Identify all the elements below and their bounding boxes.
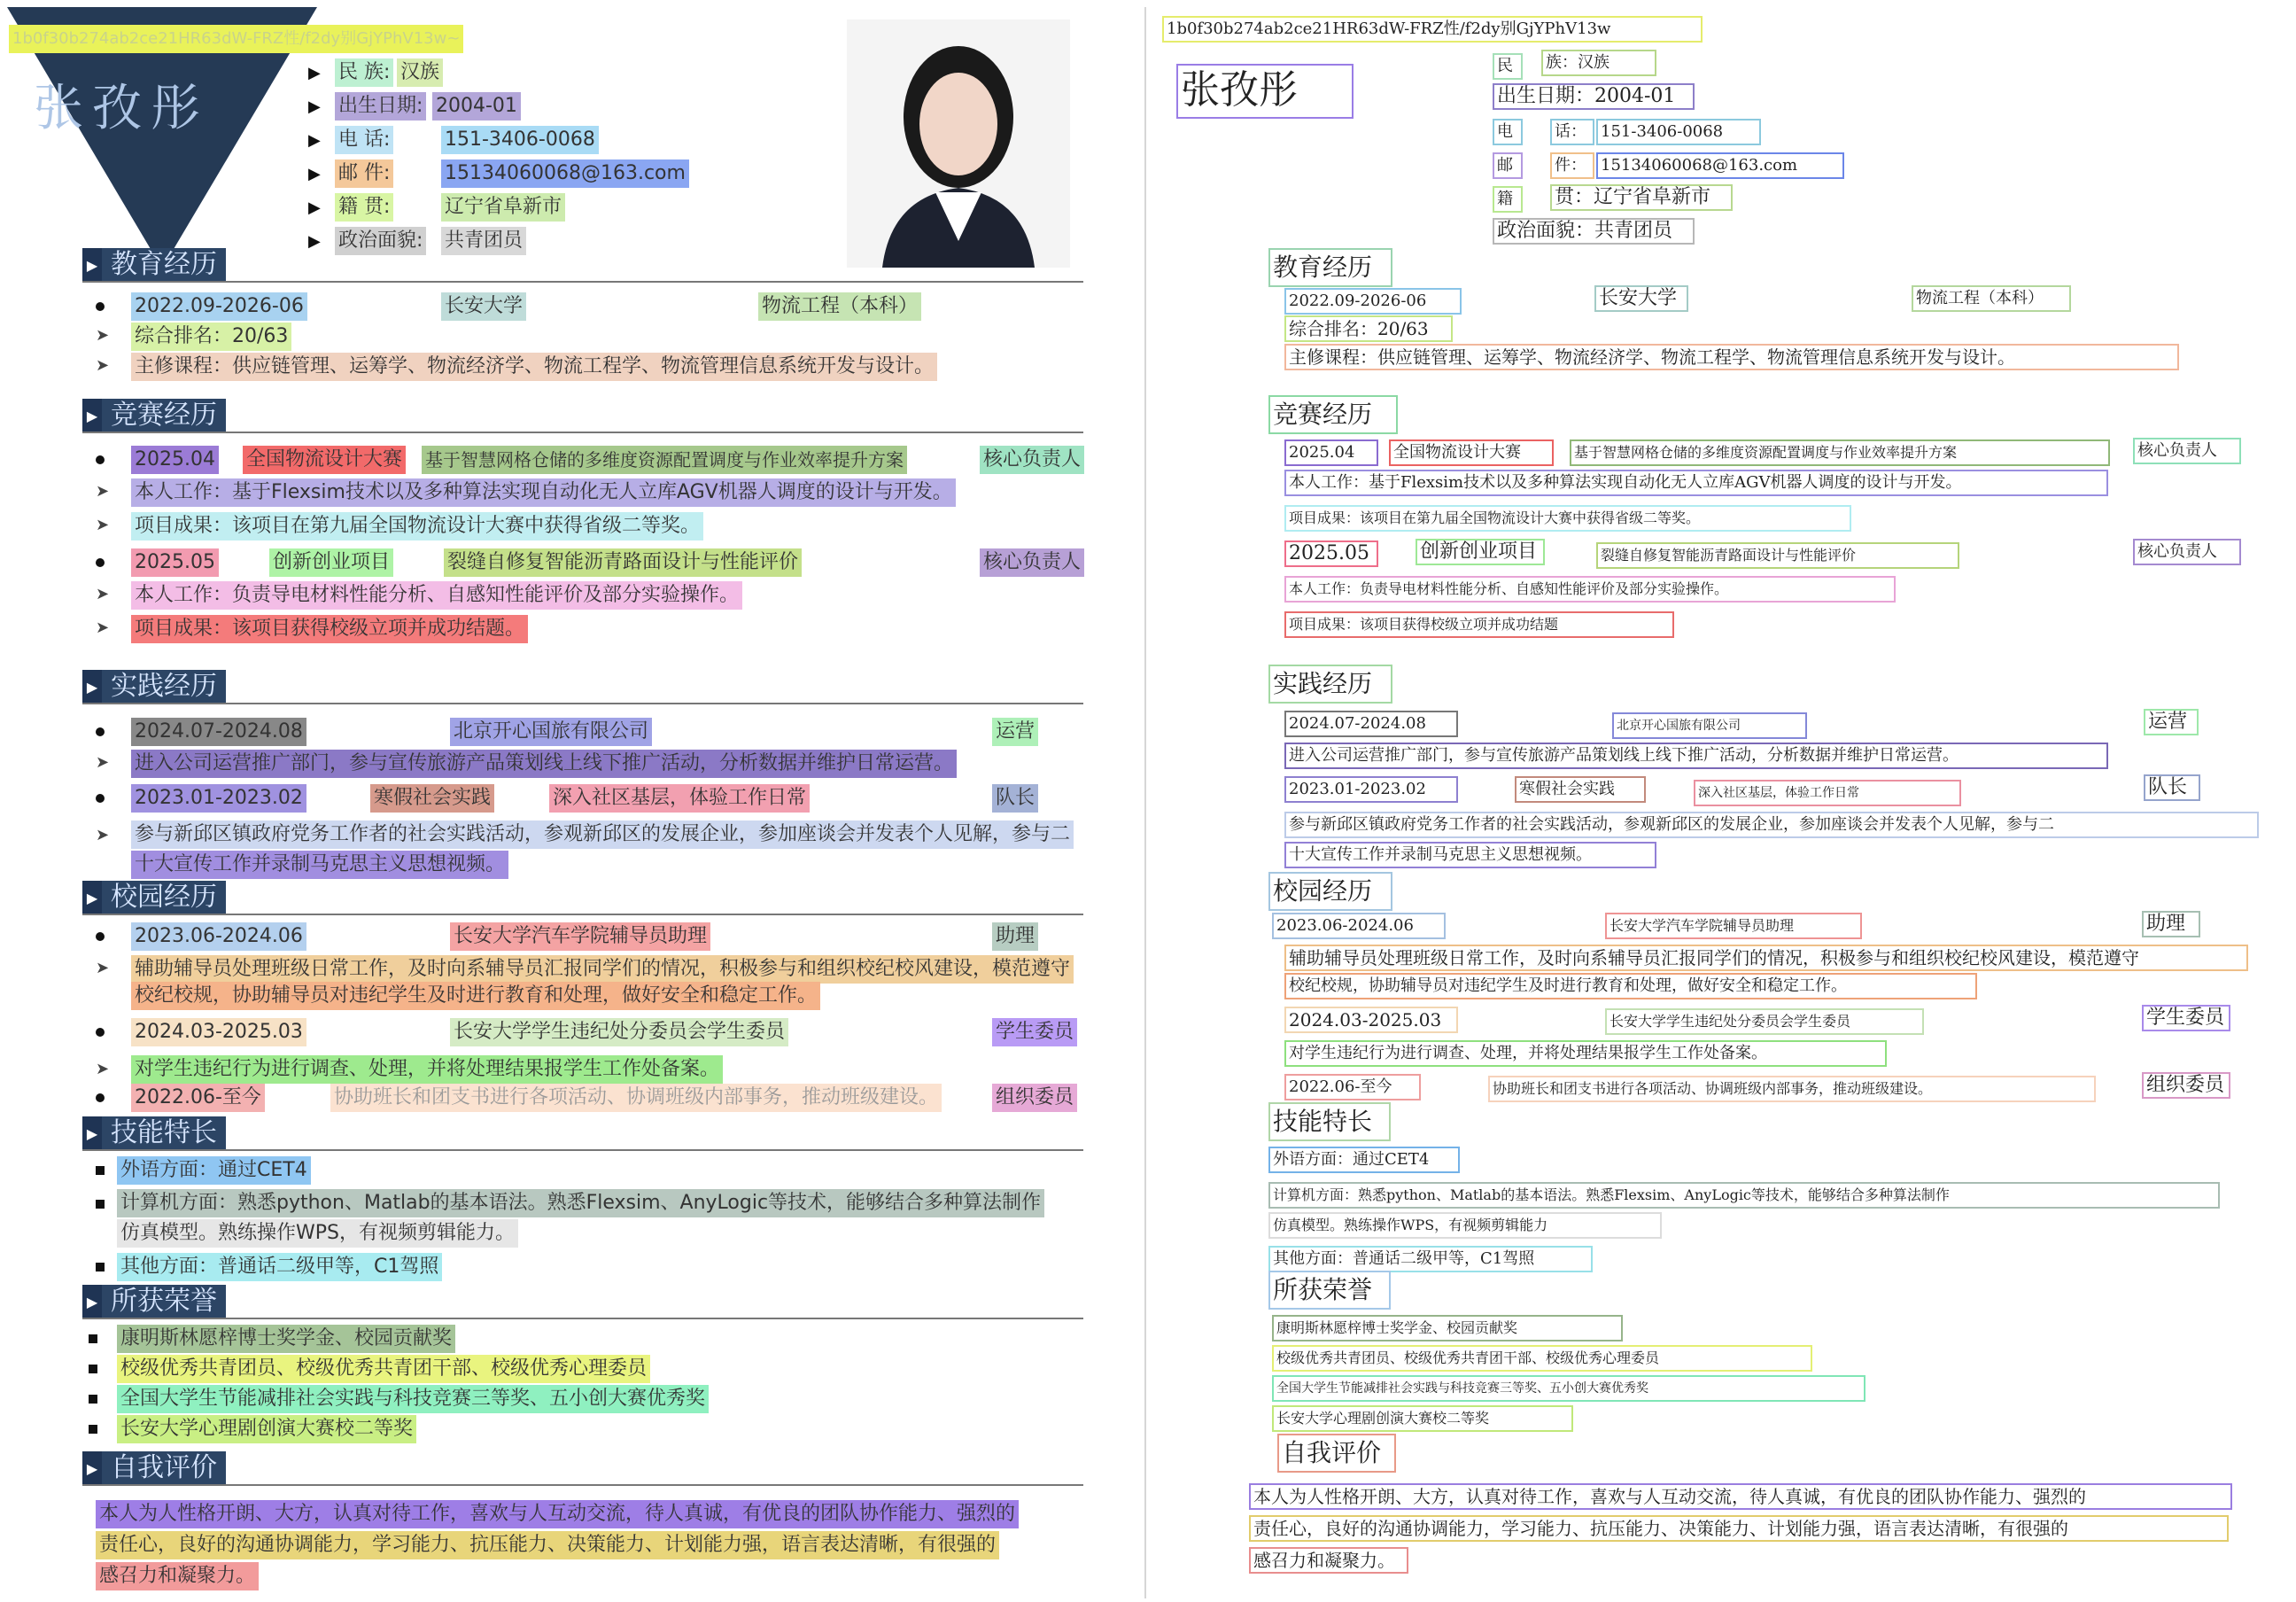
ocr-h1: 康明斯林愿梓博士奖学金、校园贡献奖 <box>1272 1315 1623 1341</box>
ocr-c2-project: 裂缝自修复智能沥青路面设计与性能评价 <box>1596 542 1959 569</box>
ocr-birth: 出生日期：2004-01 <box>1493 83 1695 110</box>
skill-3: 仿真模型。熟练操作WPS，有视频剪辑能力。 <box>117 1219 518 1248</box>
comp1-result: 项目成果：该项目在第九届全国物流设计大赛中获得省级二等奖。 <box>131 512 703 540</box>
arrow-bullet-icon: ➤ <box>96 356 110 375</box>
edu-date: 2022.09-2026-06 <box>131 292 307 321</box>
email-label: 邮 件: <box>335 159 393 188</box>
arrow-bullet-icon: ➤ <box>96 618 110 637</box>
ocr-edu-major: 物流工程（本科） <box>1912 285 2071 312</box>
comp2-role: 核心负责人 <box>980 548 1084 577</box>
comp2-work: 本人工作：负责导电材料性能分析、自感知性能评价及部分实验操作。 <box>131 581 742 610</box>
section-arrow-icon: ▶ <box>82 1116 102 1150</box>
ocr-c1-project: 基于智慧网格仓储的多维度资源配置调度与作业效率提升方案 <box>1570 439 2110 466</box>
ocr-p2-org2: 深入社区基层，体验工作日常 <box>1694 780 1961 806</box>
politics-label: 政治面貌: <box>335 227 426 255</box>
ocr-edu-courses: 主修课程：供应链管理、运筹学、物流经济学、物流工程学、物流管理信息系统开发与设计。 <box>1284 344 2179 370</box>
edu-rank: 综合排名：20/63 <box>131 323 291 351</box>
ocr-c2-date: 2025.05 <box>1284 540 1378 567</box>
ocr-c1-date: 2025.04 <box>1284 439 1378 466</box>
phone-label: 电 话: <box>335 126 393 154</box>
section-skills <box>82 1116 226 1150</box>
section-arrow-icon: ▶ <box>82 881 102 914</box>
ocr-c2-result: 项目成果：该项目获得校级立项并成功结题 <box>1284 611 1674 638</box>
section-divider <box>82 1318 1083 1319</box>
section-title: 所获荣誉 <box>102 1285 226 1318</box>
ocr-s1-desc-2: 校纪校规，协助辅导员对违纪学生及时进行教育和处理，做好安全和稳定工作。 <box>1284 973 1977 999</box>
honor-1: 康明斯林愿梓博士奖学金、校园贡献奖 <box>117 1325 455 1353</box>
section-title: 校园经历 <box>102 881 226 914</box>
prac2-org2: 深入社区基层，体验工作日常 <box>549 784 810 813</box>
arrow-bullet-icon: ➤ <box>96 1060 110 1078</box>
ocr-c1-work: 本人工作：基于Flexsim技术以及多种算法实现自动化无人立库AGV机器人调度的设计与开发。 <box>1284 470 2108 496</box>
campus3-date: 2022.06-至今 <box>131 1084 265 1112</box>
ocr-h3: 全国大学生节能减排社会实践与科技竞赛三等奖、五小创大赛优秀奖 <box>1272 1375 1866 1402</box>
campus1-desc-1: 辅助辅导员处理班级日常工作，及时向系辅导员汇报同学们的情况，积极参与和组织校纪校风建设，模范遵守 <box>131 955 1074 984</box>
edu-courses: 主修课程：供应链管理、运筹学、物流经济学、物流工程学、物流管理信息系统开发与设计。 <box>131 353 937 381</box>
campus2-date: 2024.03-2025.03 <box>131 1018 306 1046</box>
prac1-date: 2024.07-2024.08 <box>131 718 306 746</box>
campus1-desc-2: 校纪校规，协助辅导员对违纪学生及时进行教育和处理，做好安全和稳定工作。 <box>131 982 820 1010</box>
ocr-s3-org: 协助班长和团支书进行各项活动、协调班级内部事务，推动班级建设。 <box>1488 1076 2096 1102</box>
square-bullet <box>96 1263 105 1271</box>
section-arrow-icon: ▶ <box>82 399 102 432</box>
self-eval-2: 责任心，良好的沟通协调能力，学习能力、抗压能力、决策能力、计划能力强，语言表达清晰，有很强的 <box>96 1531 999 1559</box>
skill-2: 计算机方面：熟悉python、Matlab的基本语法。熟悉Flexsim、AnyLogic等技术，能够结合多种算法制作 <box>117 1189 1044 1217</box>
bullet <box>96 727 105 736</box>
comp2-contest: 创新创业项目 <box>269 548 393 577</box>
ocr-name: 张孜彤 <box>1176 64 1354 119</box>
square-bullet <box>96 1166 105 1175</box>
prac1-desc: 进入公司运营推广部门，参与宣传旅游产品策划线上线下推广活动，分析数据并维护日常运营。 <box>131 750 957 778</box>
arrow-icon: ▶ <box>308 131 321 150</box>
section-divider <box>82 281 1083 283</box>
ocr-c1-result: 项目成果：该项目在第九届全国物流设计大赛中获得省级二等奖。 <box>1284 505 1851 532</box>
comp1-work: 本人工作：基于Flexsim技术以及多种算法实现自动化无人立库AGV机器人调度的设计与开发。 <box>131 478 956 507</box>
ocr-p1-date: 2024.07-2024.08 <box>1284 711 1458 737</box>
ocr-c1-role: 核心负责人 <box>2133 438 2241 464</box>
ocr-section-self: 自我评价 <box>1277 1434 1396 1473</box>
section-competition <box>82 399 226 432</box>
ethnicity-label: 民 族: <box>335 58 393 87</box>
ocr-c1-contest: 全国物流设计大赛 <box>1389 439 1554 466</box>
ocr-s1-date: 2023.06-2024.06 <box>1272 913 1446 939</box>
ocr-sk1: 外语方面：通过CET4 <box>1268 1147 1460 1173</box>
prac2-org: 寒假社会实践 <box>370 784 494 813</box>
resume-page-original <box>7 7 1146 1598</box>
campus2-desc: 对学生违纪行为进行调查、处理，并将处理结果报学生工作处备案。 <box>131 1055 723 1084</box>
self-eval-1: 本人为人性格开朗、大方，认真对待工作，喜欢与人互动交流，待人真诚，有优良的团队协作能力、强烈的 <box>96 1500 1019 1528</box>
ocr-watermark: 1b0f30b274ab2ce21HR63dW-FRZ性/f2dy别GjYPhV13w <box>1162 16 1703 43</box>
section-arrow-icon: ▶ <box>82 1451 102 1485</box>
ocr-c2-contest: 创新创业项目 <box>1416 539 1545 565</box>
ocr-p2-role: 队长 <box>2144 774 2200 801</box>
ocr-s2-date: 2024.03-2025.03 <box>1284 1007 1458 1033</box>
square-bullet <box>89 1334 97 1343</box>
square-bullet <box>89 1395 97 1404</box>
ocr-c2-role: 核心负责人 <box>2133 539 2241 565</box>
prac1-role: 运营 <box>992 718 1038 746</box>
prac2-desc-1: 参与新邱区镇政府党务工作者的社会实践活动，参观新邱区的发展企业，参加座谈会并发表个人见解，参与二 <box>131 820 1074 849</box>
honor-4: 长安大学心理剧创演大赛校二等奖 <box>117 1415 416 1443</box>
arrow-bullet-icon: ➤ <box>96 482 110 501</box>
ocr-s1-role: 助理 <box>2142 911 2200 937</box>
campus1-role: 助理 <box>992 922 1038 951</box>
section-divider <box>82 914 1083 915</box>
arrow-bullet-icon: ➤ <box>96 516 110 534</box>
arrow-bullet-icon: ➤ <box>96 585 110 603</box>
ethnicity-value: 汉族 <box>397 58 443 87</box>
ocr-p2-desc-2: 十大宣传工作并录制马克思主义思想视频。 <box>1284 842 1656 868</box>
comp1-contest: 全国物流设计大赛 <box>243 446 406 474</box>
portrait-photo <box>847 19 1070 268</box>
ocr-s2-org: 长安大学学生违纪处分委员会学生委员 <box>1605 1008 1924 1035</box>
arrow-icon: ▶ <box>308 64 321 82</box>
ocr-email-c: 15134060068@163.com <box>1596 152 1844 179</box>
ocr-s1-org: 长安大学汽车学院辅导员助理 <box>1605 913 1862 939</box>
ocr-p2-desc-1: 参与新邱区镇政府党务工作者的社会实践活动，参观新邱区的发展企业，参加座谈会并发表个人见解，参与二 <box>1284 812 2259 838</box>
ocr-s2-role: 学生委员 <box>2142 1005 2230 1031</box>
section-campus <box>82 881 226 914</box>
section-self <box>82 1451 226 1485</box>
ocr-p1-desc: 进入公司运营推广部门，参与宣传旅游产品策划线上线下推广活动，分析数据并维护日常运营。 <box>1284 743 2108 769</box>
bullet <box>96 1028 105 1037</box>
ocr-edu-school: 长安大学 <box>1594 285 1688 312</box>
ocr-section-skills: 技能特长 <box>1268 1102 1391 1141</box>
ocr-email-b: 件： <box>1550 152 1594 179</box>
ocr-e1: 本人为人性格开朗、大方，认真对待工作，喜欢与人互动交流，待人真诚，有优良的团队协作能力、强烈的 <box>1249 1483 2232 1510</box>
comp2-project: 裂缝自修复智能沥青路面设计与性能评价 <box>444 548 802 577</box>
ocr-section-campus: 校园经历 <box>1268 872 1392 911</box>
bullet <box>96 932 105 941</box>
honor-3: 全国大学生节能减排社会实践与科技竞赛三等奖、五小创大赛优秀奖 <box>117 1385 709 1413</box>
ocr-section-competition: 竞赛经历 <box>1268 395 1398 434</box>
section-education <box>82 248 226 282</box>
comp2-date: 2025.05 <box>131 548 219 577</box>
ocr-section-honors: 所获荣誉 <box>1268 1271 1391 1310</box>
ocr-panel <box>1152 0 2296 1602</box>
hometown-label: 籍 贯: <box>335 193 393 222</box>
ocr-ethnicity-a: 民 <box>1493 53 1523 80</box>
ocr-h2: 校级优秀共青团员、校级优秀共青团干部、校级优秀心理委员 <box>1272 1345 1812 1372</box>
ocr-p1-role: 运营 <box>2144 709 2199 735</box>
prac2-desc-2: 十大宣传工作并录制马克思主义思想视频。 <box>131 851 508 879</box>
ocr-sk3: 仿真模型。熟练操作WPS，有视频剪辑能力 <box>1268 1212 1662 1239</box>
campus1-date: 2023.06-2024.06 <box>131 922 306 951</box>
campus3-role: 组织委员 <box>992 1084 1077 1112</box>
square-bullet <box>89 1365 97 1373</box>
edu-school: 长安大学 <box>441 292 526 321</box>
ocr-c2-work: 本人工作：负责导电材料性能分析、自感知性能评价及部分实验操作。 <box>1284 576 1896 603</box>
section-divider <box>82 1484 1083 1486</box>
ocr-e3: 感召力和凝聚力。 <box>1249 1547 1408 1574</box>
arrow-bullet-icon: ➤ <box>96 753 110 772</box>
arrow-bullet-icon: ➤ <box>96 326 110 345</box>
ocr-sk2: 计算机方面：熟悉python、Matlab的基本语法。熟悉Flexsim、AnyLogic等技术，能够结合多种算法制作 <box>1268 1182 2220 1209</box>
arrow-icon: ▶ <box>308 232 321 251</box>
campus2-org: 长安大学学生违纪处分委员会学生委员 <box>450 1018 788 1046</box>
ocr-ethnicity-b: 族：汉族 <box>1541 50 1656 76</box>
comp1-date: 2025.04 <box>131 446 219 474</box>
birth-value: 2004-01 <box>432 92 521 121</box>
ocr-phone-b: 话： <box>1550 119 1594 145</box>
ocr-email-a: 邮 <box>1493 152 1523 179</box>
arrow-icon: ▶ <box>308 165 321 183</box>
bullet <box>96 302 105 311</box>
section-practice <box>82 670 226 704</box>
campus1-org: 长安大学汽车学院辅导员助理 <box>450 922 710 951</box>
arrow-bullet-icon: ➤ <box>96 959 110 977</box>
ocr-edu-date: 2022.09-2026-06 <box>1284 288 1462 315</box>
self-eval-3: 感召力和凝聚力。 <box>96 1562 259 1590</box>
watermark-text: 1b0f30b274ab2ce21HR63dW-FRZ性/f2dy别GjYPhV13w~ <box>9 25 463 53</box>
campus2-role: 学生委员 <box>992 1018 1077 1046</box>
prac2-role: 队长 <box>992 784 1038 813</box>
skill-1: 外语方面：通过CET4 <box>117 1156 311 1185</box>
ocr-section-practice: 实践经历 <box>1268 665 1392 704</box>
ocr-s3-role: 组织委员 <box>2142 1072 2230 1099</box>
arrow-bullet-icon: ➤ <box>96 826 110 844</box>
birth-label: 出生日期: <box>335 92 426 121</box>
bullet <box>96 794 105 803</box>
arrow-icon: ▶ <box>308 97 321 116</box>
ocr-phone-c: 151-3406-0068 <box>1596 119 1761 145</box>
section-arrow-icon: ▶ <box>82 670 102 704</box>
ocr-home-a: 籍 <box>1493 186 1523 213</box>
comp2-result: 项目成果：该项目获得校级立项并成功结题。 <box>131 615 528 643</box>
ocr-h4: 长安大学心理剧创演大赛校二等奖 <box>1272 1405 1573 1432</box>
ocr-phone-a: 电 <box>1493 119 1523 145</box>
ocr-sk4: 其他方面：普通话二级甲等，C1驾照 <box>1268 1246 1593 1272</box>
section-divider <box>82 432 1083 433</box>
ocr-s1-desc-1: 辅助辅导员处理班级日常工作，及时向系辅导员汇报同学们的情况，积极参与和组织校纪校风建设，模范遵守 <box>1284 945 2248 971</box>
phone-value: 151-3406-0068 <box>441 126 599 154</box>
prac1-org: 北京开心国旅有限公司 <box>450 718 652 746</box>
bullet <box>96 455 105 464</box>
campus3-org: 协助班长和团支书进行各项活动、协调班级内部事务，推动班级建设。 <box>330 1084 942 1112</box>
section-title: 自我评价 <box>102 1451 226 1485</box>
comp1-role: 核心负责人 <box>980 446 1084 474</box>
square-bullet <box>96 1200 105 1209</box>
ocr-p1-org: 北京开心国旅有限公司 <box>1612 712 1807 739</box>
portrait-icon <box>847 19 1070 268</box>
ocr-s2-desc: 对学生违纪行为进行调查、处理，并将处理结果报学生工作处备案。 <box>1284 1040 1887 1067</box>
section-divider <box>82 703 1083 704</box>
candidate-name: 张孜彤 <box>34 80 209 137</box>
email-value: 15134060068@163.com <box>441 159 689 188</box>
section-divider <box>82 1149 1083 1151</box>
politics-value: 共青团员 <box>441 227 526 255</box>
bullet <box>96 558 105 567</box>
ocr-politics: 政治面貌：共青团员 <box>1493 218 1695 245</box>
ocr-e2: 责任心，良好的沟通协调能力，学习能力、抗压能力、决策能力、计划能力强，语言表达清晰，有很强的 <box>1249 1515 2229 1542</box>
square-bullet <box>89 1425 97 1434</box>
comp1-project: 基于智慧网格仓储的多维度资源配置调度与作业效率提升方案 <box>422 446 907 474</box>
prac2-date: 2023.01-2023.02 <box>131 784 306 813</box>
section-arrow-icon: ▶ <box>82 248 102 282</box>
ocr-s3-date: 2022.06-至今 <box>1284 1074 1421 1100</box>
section-title: 教育经历 <box>102 248 226 282</box>
ocr-section-education: 教育经历 <box>1268 248 1392 287</box>
hometown-value: 辽宁省阜新市 <box>441 193 565 222</box>
skill-4: 其他方面：普通话二级甲等，C1驾照 <box>117 1253 442 1281</box>
section-title: 实践经历 <box>102 670 226 704</box>
ocr-p2-date: 2023.01-2023.02 <box>1284 776 1458 803</box>
section-honors <box>82 1285 226 1318</box>
edu-major: 物流工程（本科） <box>758 292 921 321</box>
section-title: 竞赛经历 <box>102 399 226 432</box>
bullet <box>96 1093 105 1102</box>
ocr-home-b: 贯：辽宁省阜新市 <box>1550 184 1733 211</box>
ocr-p2-org: 寒假社会实践 <box>1515 776 1646 803</box>
section-arrow-icon: ▶ <box>82 1285 102 1318</box>
honor-2: 校级优秀共青团员、校级优秀共青团干部、校级优秀心理委员 <box>117 1355 650 1383</box>
ocr-edu-rank: 综合排名：20/63 <box>1284 315 1453 342</box>
section-title: 技能特长 <box>102 1116 226 1150</box>
arrow-icon: ▶ <box>308 198 321 217</box>
